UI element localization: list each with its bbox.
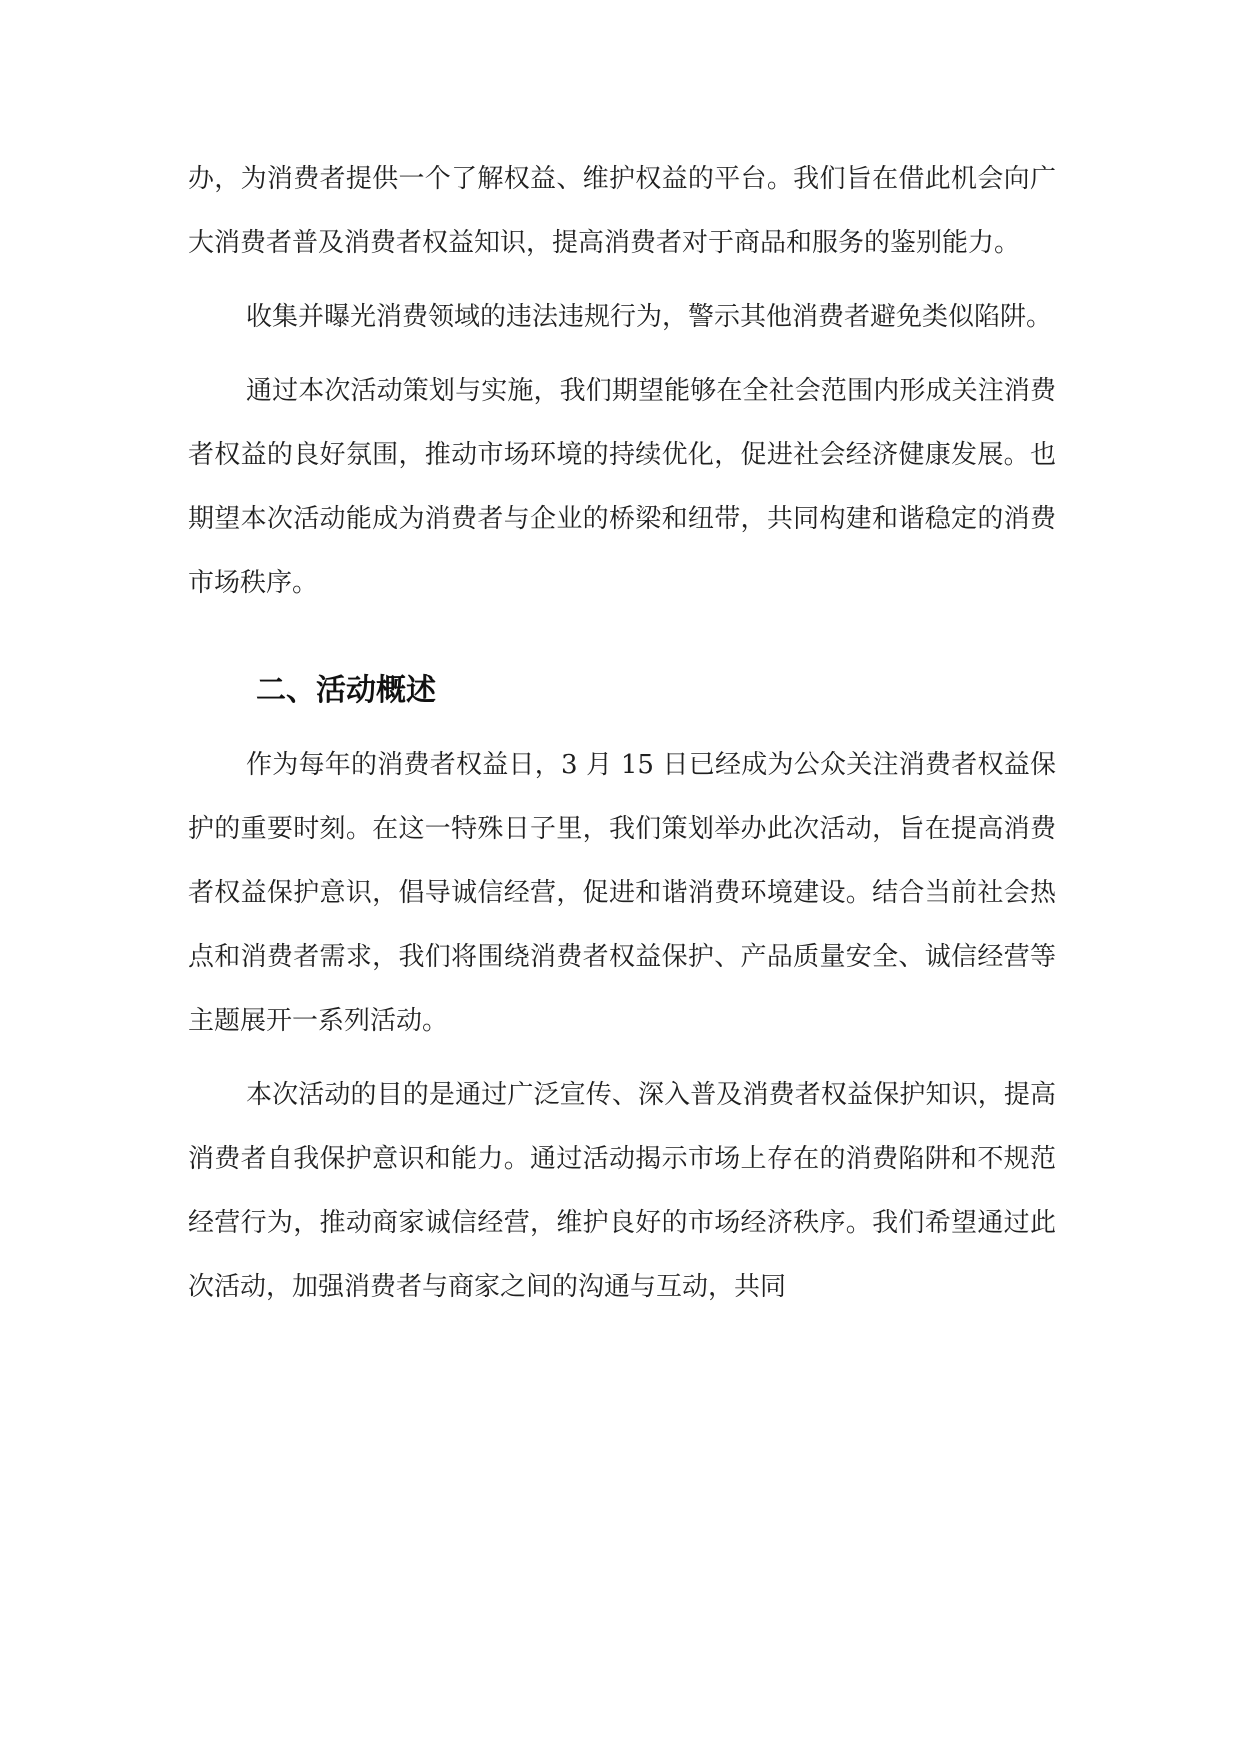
paragraph-collect-expose: 收集并曝光消费领域的违法违规行为，警示其他消费者避免类似陷阱。 <box>246 302 1053 332</box>
paragraph-expectation: 通过本次活动策划与实施，我们期望能够在全社会范围内形成关注消费者权益的良好氛围，推动市场环境的持续优化，促进社会经济健康发展。也期望本次活动能成为消费者与企业的桥梁和纽带，共同构建和谐稳定的消费市场秩序。 <box>188 376 1056 598</box>
paragraph-consumer-day: 作为每年的消费者权益日，3 月 15 日已经成为公众关注消费者权益保护的重要时刻。在这一特殊日子里，我们策划举办此次活动，旨在提高消费者权益保护意识，倡导诚信经营，促进和谐消费环境建设。结合当前社会热点和消费者需求，我们将围绕消费者权益保护、产品质量安全、诚信经营等主题展开一系列活动。 <box>188 750 1056 1036</box>
paragraph-activity-purpose: 本次活动的目的是通过广泛宣传、深入普及消费者权益保护知识，提高消费者自我保护意识和能力。通过活动揭示市场上存在的消费陷阱和不规范经营行为，推动商家诚信经营，维护良好的市场经济秩序。我们希望通过此次活动，加强消费者与商家之间的沟通与互动，共同 <box>188 1080 1056 1302</box>
document-body <box>188 147 1056 1329</box>
paragraph-continuation: 办，为消费者提供一个了解权益、维护权益的平台。我们旨在借此机会向广大消费者普及消费者权益知识，提高消费者对于商品和服务的鉴别能力。 <box>188 164 1056 258</box>
section-heading-overview: 二、活动概述 <box>256 673 436 708</box>
